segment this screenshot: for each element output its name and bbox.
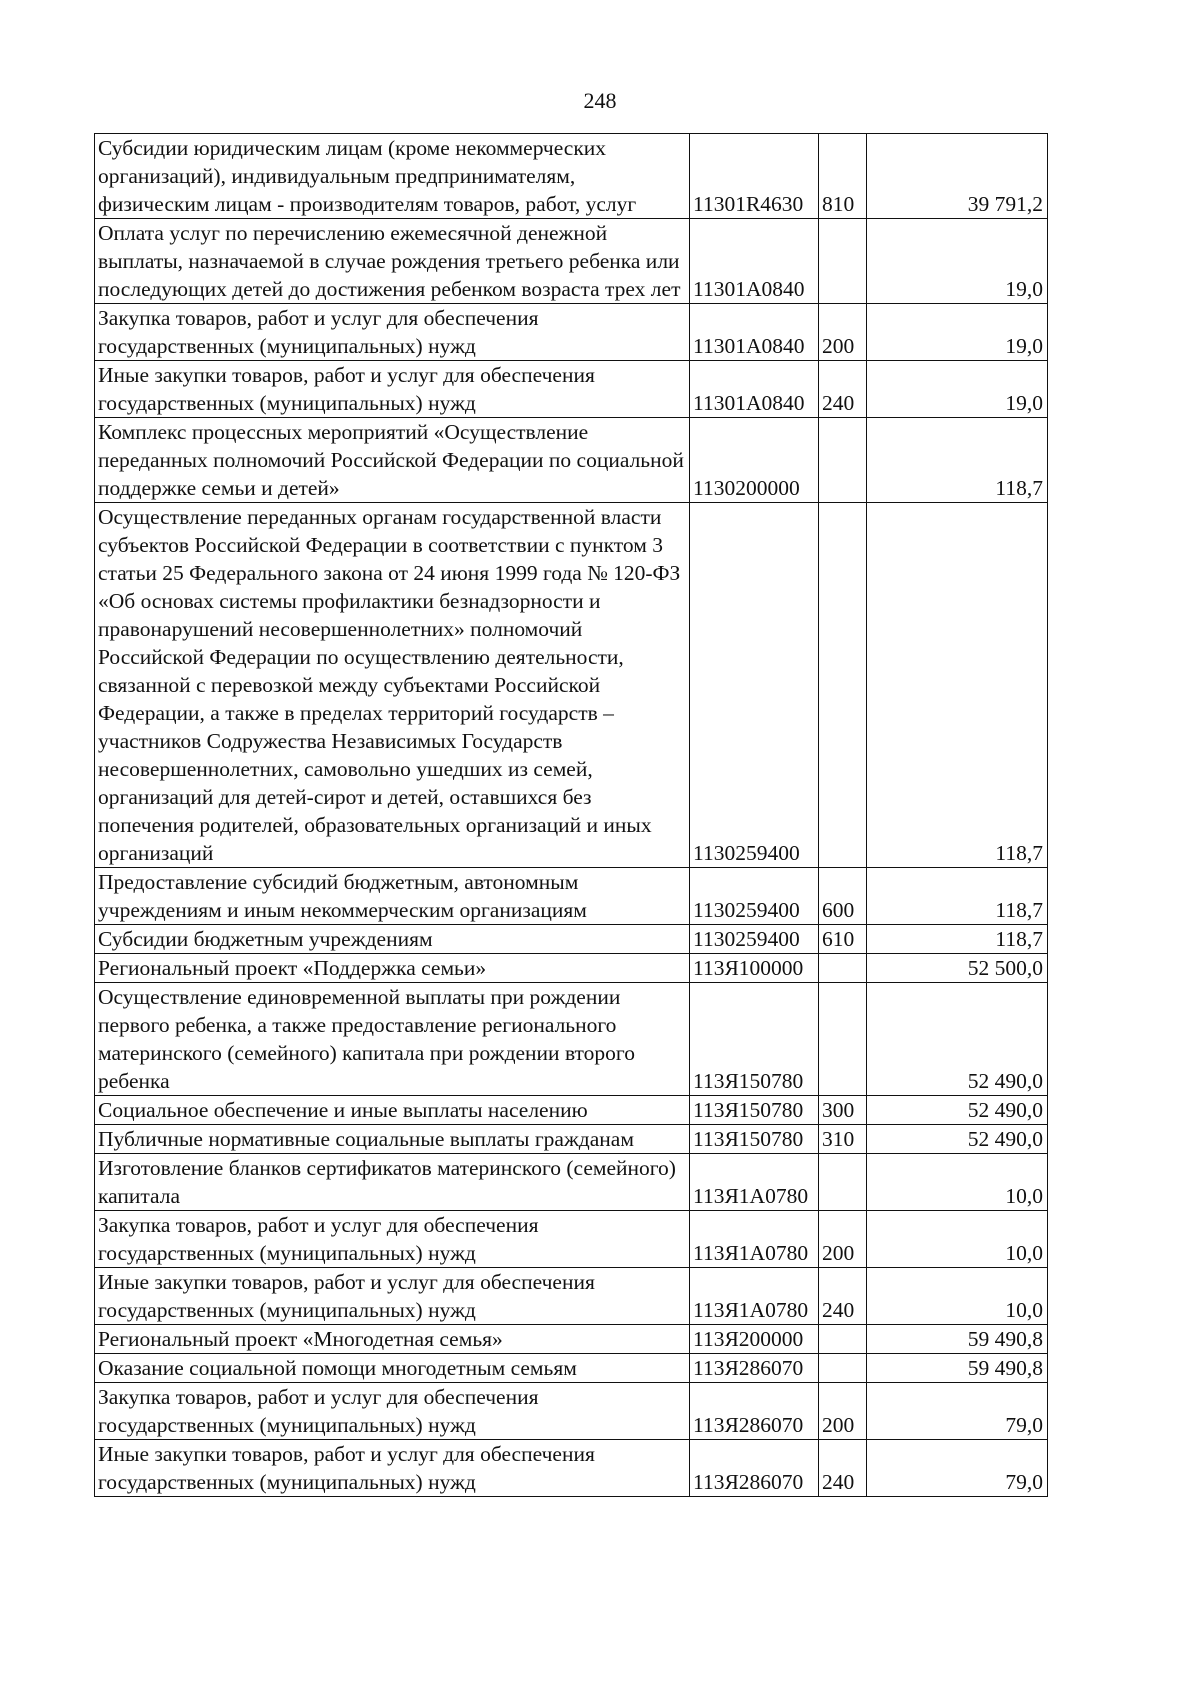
row-expense-type-cell: 310 — [819, 1125, 867, 1154]
row-name-cell: Предоставление субсидий бюджетным, автономным учреждениям и иным некоммерческим организациям — [95, 868, 690, 925]
table-row — [95, 1125, 1048, 1154]
row-name-cell: Оплата услуг по перечислению ежемесячной денежной выплаты, назначаемой в случае рождения третьего ребенка или последующих детей до достижения ребенком возраста трех лет — [95, 219, 690, 304]
row-name-cell: Региональный проект «Многодетная семья» — [95, 1325, 690, 1354]
row-name-cell: Субсидии бюджетным учреждениям — [95, 925, 690, 954]
row-expense-type-cell: 200 — [819, 1211, 867, 1268]
row-name-cell: Осуществление единовременной выплаты при рождении первого ребенка, а также предоставление регионального материнского (семейного) капитала при рождении второго ребенка — [95, 983, 690, 1096]
row-expense-type-cell: 240 — [819, 1440, 867, 1497]
row-amount-cell: 10,0 — [867, 1154, 1048, 1211]
row-code-cell: 1130200000 — [690, 418, 819, 503]
row-amount-cell: 79,0 — [867, 1440, 1048, 1497]
page-number: 248 — [583, 88, 617, 113]
row-amount-cell: 52 490,0 — [867, 983, 1048, 1096]
table-row — [95, 1154, 1048, 1211]
row-code-cell: 113Я200000 — [690, 1325, 819, 1354]
row-name-cell: Публичные нормативные социальные выплаты гражданам — [95, 1125, 690, 1154]
table-row — [95, 503, 1048, 868]
row-code-cell: 113Я286070 — [690, 1354, 819, 1383]
row-code-cell: 113Я286070 — [690, 1440, 819, 1497]
budget-table — [94, 133, 1048, 1497]
row-code-cell: 113Я150780 — [690, 983, 819, 1096]
row-name-cell: Закупка товаров, работ и услуг для обеспечения государственных (муниципальных) нужд — [95, 1211, 690, 1268]
row-expense-type-cell: 610 — [819, 925, 867, 954]
row-amount-cell: 59 490,8 — [867, 1325, 1048, 1354]
row-expense-type-cell: 200 — [819, 304, 867, 361]
row-code-cell: 11301А0840 — [690, 304, 819, 361]
table-row — [95, 134, 1048, 219]
row-amount-cell: 52 490,0 — [867, 1096, 1048, 1125]
table-row — [95, 361, 1048, 418]
row-expense-type-cell: 240 — [819, 361, 867, 418]
row-code-cell: 1130259400 — [690, 868, 819, 925]
row-amount-cell: 39 791,2 — [867, 134, 1048, 219]
row-amount-cell: 118,7 — [867, 925, 1048, 954]
row-expense-type-cell — [819, 1325, 867, 1354]
table-row — [95, 1325, 1048, 1354]
row-name-cell: Иные закупки товаров, работ и услуг для обеспечения государственных (муниципальных) нужд — [95, 1268, 690, 1325]
row-expense-type-cell — [819, 954, 867, 983]
row-name-cell: Региональный проект «Поддержка семьи» — [95, 954, 690, 983]
row-code-cell: 11301А0840 — [690, 219, 819, 304]
row-name-cell: Оказание социальной помощи многодетным семьям — [95, 1354, 690, 1383]
table-row — [95, 304, 1048, 361]
row-code-cell: 113Я150780 — [690, 1096, 819, 1125]
table-row — [95, 1440, 1048, 1497]
row-code-cell: 113Я100000 — [690, 954, 819, 983]
table-row — [95, 1268, 1048, 1325]
row-name-cell: Осуществление переданных органам государственной власти субъектов Российской Федерации в соответствии с пунктом 3 статьи 25 Федерального закона от 24 июня 1999 года № 120-ФЗ «Об основах системы профилактики безнадзорности и правонарушений несовершеннолетних» полномочий Российской Федерации по осуществлению деятельности, связанной с перевозкой между субъектами Российской Федерации, а также в пределах территорий государств – участников Содружества Независимых Государств несовершеннолетних, самовольно ушедших из семей, организаций для детей-сирот и детей, оставшихся без попечения родителей, образовательных организаций и иных организаций — [95, 503, 690, 868]
row-expense-type-cell — [819, 983, 867, 1096]
row-amount-cell: 118,7 — [867, 503, 1048, 868]
row-expense-type-cell — [819, 1154, 867, 1211]
row-expense-type-cell: 600 — [819, 868, 867, 925]
row-amount-cell: 118,7 — [867, 868, 1048, 925]
row-name-cell: Закупка товаров, работ и услуг для обеспечения государственных (муниципальных) нужд — [95, 304, 690, 361]
row-name-cell: Комплекс процессных мероприятий «Осуществление переданных полномочий Российской Федерации по социальной поддержке семьи и детей» — [95, 418, 690, 503]
row-amount-cell: 10,0 — [867, 1268, 1048, 1325]
row-expense-type-cell — [819, 1354, 867, 1383]
row-code-cell: 113Я1А0780 — [690, 1154, 819, 1211]
table-row — [95, 1383, 1048, 1440]
row-expense-type-cell: 300 — [819, 1096, 867, 1125]
row-name-cell: Изготовление бланков сертификатов материнского (семейного) капитала — [95, 1154, 690, 1211]
row-amount-cell: 19,0 — [867, 304, 1048, 361]
row-name-cell: Иные закупки товаров, работ и услуг для обеспечения государственных (муниципальных) нужд — [95, 361, 690, 418]
row-name-cell: Субсидии юридическим лицам (кроме некоммерческих организаций), индивидуальным предпринимателям, физическим лицам - производителям товаров, работ, услуг — [95, 134, 690, 219]
row-code-cell: 11301R4630 — [690, 134, 819, 219]
row-code-cell: 113Я286070 — [690, 1383, 819, 1440]
table-row — [95, 925, 1048, 954]
row-code-cell: 113Я150780 — [690, 1125, 819, 1154]
row-amount-cell: 19,0 — [867, 361, 1048, 418]
row-expense-type-cell — [819, 219, 867, 304]
row-expense-type-cell: 810 — [819, 134, 867, 219]
row-amount-cell: 79,0 — [867, 1383, 1048, 1440]
row-code-cell: 113Я1А0780 — [690, 1268, 819, 1325]
row-expense-type-cell — [819, 418, 867, 503]
row-amount-cell: 59 490,8 — [867, 1354, 1048, 1383]
row-amount-cell: 10,0 — [867, 1211, 1048, 1268]
row-code-cell: 1130259400 — [690, 503, 819, 868]
table-row — [95, 1096, 1048, 1125]
row-code-cell: 1130259400 — [690, 925, 819, 954]
table-row — [95, 983, 1048, 1096]
budget-table-body — [95, 134, 1048, 1497]
table-row — [95, 1211, 1048, 1268]
table-row — [95, 954, 1048, 983]
row-name-cell: Закупка товаров, работ и услуг для обеспечения государственных (муниципальных) нужд — [95, 1383, 690, 1440]
row-name-cell: Социальное обеспечение и иные выплаты населению — [95, 1096, 690, 1125]
row-amount-cell: 52 500,0 — [867, 954, 1048, 983]
row-expense-type-cell: 240 — [819, 1268, 867, 1325]
row-code-cell: 11301А0840 — [690, 361, 819, 418]
table-row — [95, 1354, 1048, 1383]
table-row — [95, 868, 1048, 925]
row-amount-cell: 52 490,0 — [867, 1125, 1048, 1154]
table-row — [95, 219, 1048, 304]
row-name-cell: Иные закупки товаров, работ и услуг для обеспечения государственных (муниципальных) нужд — [95, 1440, 690, 1497]
row-code-cell: 113Я1А0780 — [690, 1211, 819, 1268]
row-amount-cell: 118,7 — [867, 418, 1048, 503]
row-expense-type-cell: 200 — [819, 1383, 867, 1440]
row-expense-type-cell — [819, 503, 867, 868]
table-row — [95, 418, 1048, 503]
row-amount-cell: 19,0 — [867, 219, 1048, 304]
